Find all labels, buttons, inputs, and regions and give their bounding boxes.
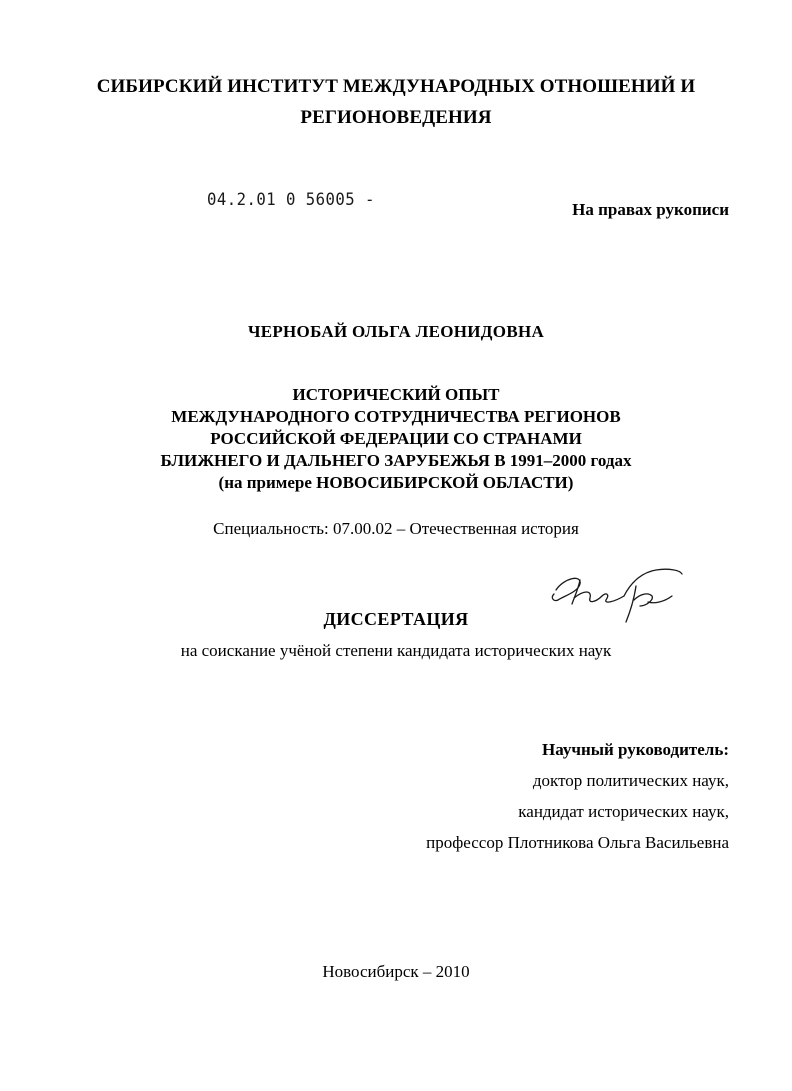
degree-line: на соискание учёной степени кандидата исторических наук <box>180 641 612 660</box>
title-line: РОССИЙСКОЙ ФЕДЕРАЦИИ СО СТРАНАМИ <box>210 429 582 448</box>
advisor-block <box>426 734 729 858</box>
specialty-line: Специальность: 07.00.02 – Отечественная история <box>213 519 579 538</box>
author-name: ЧЕРНОБАЙ ОЛЬГА ЛЕОНИДОВНА <box>247 322 545 341</box>
title-line: (на примере НОВОСИБИРСКОЙ ОБЛАСТИ) <box>218 473 574 492</box>
institution-name-line1: СИБИРСКИЙ ИНСТИТУТ МЕЖДУНАРОДНЫХ ОТНОШЕНИЙ И <box>96 76 696 97</box>
rights-note: На правах рукописи <box>572 200 729 219</box>
document-type: ДИССЕРТАЦИЯ <box>323 609 469 629</box>
city-year: Новосибирск – 2010 <box>322 962 470 981</box>
advisor-title-line: доктор политических наук, <box>532 771 729 790</box>
registration-stamp-number: 04.2.01 0 56005 - <box>207 190 375 210</box>
advisor-title-line: кандидат исторических наук, <box>518 802 729 821</box>
title-line: ИСТОРИЧЕСКИЙ ОПЫТ <box>292 385 500 404</box>
advisor-heading: Научный руководитель: <box>542 740 729 759</box>
title-line: БЛИЖНЕГО И ДАЛЬНЕГО ЗАРУБЕЖЬЯ В 1991–2000 годах <box>160 451 632 470</box>
title-line: МЕЖДУНАРОДНОГО СОТРУДНИЧЕСТВА РЕГИОНОВ <box>171 407 621 426</box>
advisor-name: профессор Плотникова Ольга Васильевна <box>426 833 729 852</box>
institution-name-line2: РЕГИОНОВЕДЕНИЯ <box>300 107 492 128</box>
dissertation-title <box>0 384 792 494</box>
